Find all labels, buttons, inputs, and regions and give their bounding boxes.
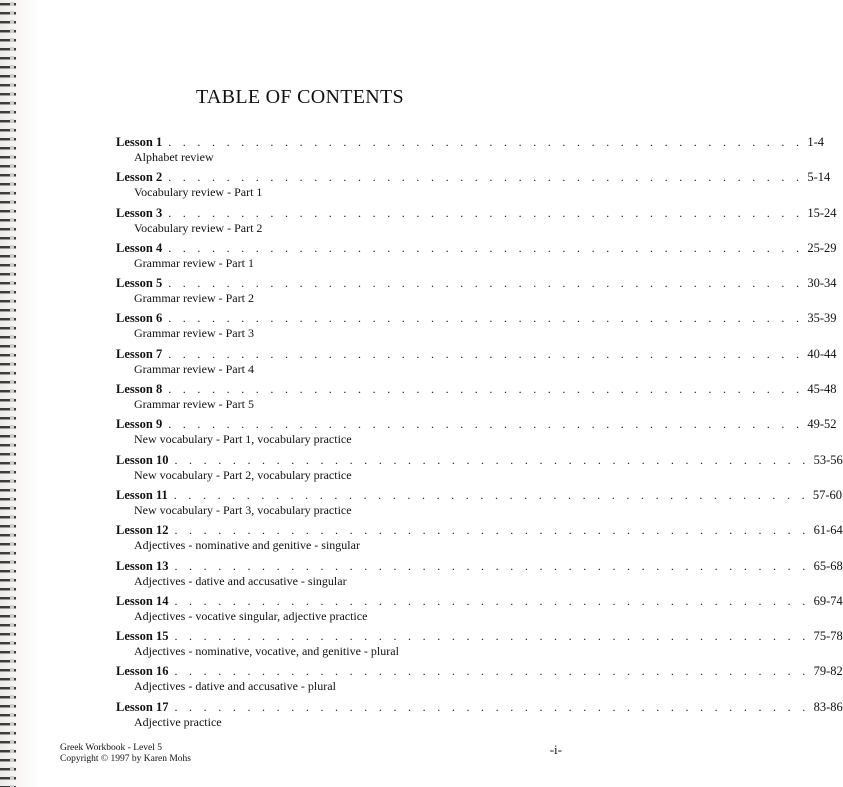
page-number: -i-	[549, 742, 562, 757]
page-range: 75-78	[813, 629, 843, 644]
lesson-title: Lesson 15	[116, 629, 169, 644]
lesson-title: Lesson 7	[116, 346, 163, 361]
toc-entry-heading	[116, 381, 837, 397]
page-range: 1-4	[807, 135, 824, 149]
lesson-description: Adjectives - vocative singular, adjective practice	[134, 608, 368, 623]
lesson-title: Lesson 12	[116, 523, 169, 538]
lesson-description: Alphabet review	[134, 150, 214, 164]
page-range: 65-68	[813, 558, 843, 573]
lesson-title: Lesson 6	[116, 311, 163, 326]
toc-entry	[116, 275, 837, 310]
page-range: 53-56	[813, 452, 843, 467]
toc-entry-heading	[116, 134, 824, 150]
spiral-binding	[0, 0, 16, 787]
dot-leader: . . . . . . . . . . . . . . . . . . . . . . . . . . . . . . . . . . . . . . . . . . . .	[168, 240, 804, 255]
lesson-description: Adjective practice	[134, 714, 222, 729]
dot-leader: . . . . . . . . . . . . . . . . . . . . . . . . . . . . . . . . . . . . . . . . . . . .	[168, 311, 804, 326]
toc-entry-heading	[116, 310, 837, 326]
toc-entry-heading	[116, 628, 843, 644]
toc-entry	[116, 522, 843, 557]
lesson-description: Adjectives - dative and accusative - singular	[134, 573, 347, 588]
lesson-title: Lesson 3	[116, 205, 163, 220]
lesson-title: Lesson 17	[116, 699, 169, 714]
toc-entry	[116, 310, 837, 345]
lesson-title: Lesson 13	[116, 558, 169, 573]
page-range: 35-39	[807, 311, 837, 326]
table-of-contents	[116, 134, 843, 734]
page-range: 5-14	[807, 170, 831, 185]
toc-entry-heading	[116, 205, 837, 221]
lesson-description: Vocabulary review - Part 2	[134, 220, 263, 235]
toc-entry	[116, 699, 843, 734]
dot-leader: . . . . . . . . . . . . . . . . . . . . . . . . . . . . . . . . . . . . . . . . . . . .	[174, 558, 810, 573]
lesson-description: Vocabulary review - Part 1	[134, 185, 263, 200]
toc-entry	[116, 663, 843, 698]
page-range: 25-29	[807, 240, 837, 255]
toc-entry-heading	[116, 663, 843, 679]
page-title: TABLE OF CONTENTS	[196, 86, 404, 108]
page-range: 61-64	[813, 523, 843, 538]
toc-entry-heading	[116, 416, 837, 432]
lesson-title: Lesson 14	[116, 593, 169, 608]
page-range: 49-52	[807, 417, 837, 432]
toc-entry-heading	[116, 487, 843, 503]
lesson-title: Lesson 2	[116, 170, 163, 185]
toc-entry	[116, 205, 837, 240]
toc-entry-heading	[116, 593, 843, 609]
toc-entry-heading	[116, 452, 843, 468]
lesson-description: Grammar review - Part 5	[134, 397, 254, 412]
lesson-title: Lesson 16	[116, 664, 169, 679]
toc-entry	[116, 134, 824, 169]
toc-entry-heading	[116, 275, 837, 291]
lesson-title: Lesson 9	[116, 417, 163, 432]
toc-entry-heading	[116, 699, 843, 715]
page-range: 69-74	[813, 593, 843, 608]
dot-leader: . . . . . . . . . . . . . . . . . . . . . . . . . . . . . . . . . . . . . . . . . . . .	[168, 205, 804, 220]
toc-entry-heading	[116, 522, 843, 538]
lesson-description: Grammar review - Part 1	[134, 255, 254, 270]
page-range: 45-48	[807, 382, 837, 397]
dot-leader: . . . . . . . . . . . . . . . . . . . . . . . . . . . . . . . . . . . . . . . . . . . .	[173, 487, 809, 502]
toc-entry	[116, 452, 843, 487]
lesson-description: New vocabulary - Part 1, vocabulary practice	[134, 432, 352, 447]
dot-leader: . . . . . . . . . . . . . . . . . . . . . . . . . . . . . . . . . . . . . . . . . . . .	[168, 135, 804, 149]
page-range: 30-34	[807, 276, 837, 291]
toc-entry	[116, 381, 837, 416]
toc-entry-heading	[116, 346, 837, 362]
toc-entry	[116, 346, 837, 381]
toc-entry-heading	[116, 558, 843, 574]
dot-leader: . . . . . . . . . . . . . . . . . . . . . . . . . . . . . . . . . . . . . . . . . . . .	[168, 382, 804, 397]
page-range: 40-44	[807, 346, 837, 361]
dot-leader: . . . . . . . . . . . . . . . . . . . . . . . . . . . . . . . . . . . . . . . . . . . .	[168, 276, 804, 291]
lesson-title: Lesson 10	[116, 452, 169, 467]
page-range: 83-86	[813, 699, 843, 714]
footer-book-title: Greek Workbook - Level 5	[60, 743, 162, 753]
toc-entry-heading	[116, 169, 831, 185]
footer-copyright: Copyright © 1997 by Karen Mohs	[60, 754, 191, 764]
page-range: 57-60	[812, 487, 843, 502]
toc-entry	[116, 416, 837, 451]
toc-entry	[116, 593, 843, 628]
toc-entry	[116, 487, 843, 522]
dot-leader: . . . . . . . . . . . . . . . . . . . . . . . . . . . . . . . . . . . . . . . . . . . .	[174, 523, 810, 538]
dot-leader: . . . . . . . . . . . . . . . . . . . . . . . . . . . . . . . . . . . . . . . . . . . .	[168, 346, 804, 361]
page-range: 79-82	[813, 664, 843, 679]
footer	[60, 743, 191, 765]
toc-entry-heading	[116, 240, 837, 256]
lesson-description: Adjectives - nominative, vocative, and genitive - plural	[134, 644, 399, 659]
toc-entry	[116, 558, 843, 593]
lesson-description: Adjectives - nominative and genitive - singular	[134, 538, 360, 553]
page-range: 15-24	[807, 205, 837, 220]
lesson-description: Grammar review - Part 4	[134, 361, 254, 376]
dot-leader: . . . . . . . . . . . . . . . . . . . . . . . . . . . . . . . . . . . . . . . . . . . .	[168, 170, 804, 185]
lesson-title: Lesson 5	[116, 276, 163, 291]
dot-leader: . . . . . . . . . . . . . . . . . . . . . . . . . . . . . . . . . . . . . . . . . . . .	[174, 593, 810, 608]
dot-leader: . . . . . . . . . . . . . . . . . . . . . . . . . . . . . . . . . . . . . . . . . . . .	[174, 629, 810, 644]
dot-leader: . . . . . . . . . . . . . . . . . . . . . . . . . . . . . . . . . . . . . . . . . . . .	[174, 664, 810, 679]
dot-leader: . . . . . . . . . . . . . . . . . . . . . . . . . . . . . . . . . . . . . . . . . . . .	[174, 699, 810, 714]
lesson-description: Grammar review - Part 3	[134, 326, 254, 341]
lesson-title: Lesson 1	[116, 135, 163, 149]
toc-entry	[116, 240, 837, 275]
lesson-title: Lesson 11	[116, 487, 168, 502]
dot-leader: . . . . . . . . . . . . . . . . . . . . . . . . . . . . . . . . . . . . . . . . . . . .	[168, 417, 804, 432]
dot-leader: . . . . . . . . . . . . . . . . . . . . . . . . . . . . . . . . . . . . . . . . . . . .	[174, 452, 810, 467]
lesson-title: Lesson 8	[116, 382, 163, 397]
toc-entry	[116, 169, 831, 204]
lesson-description: New vocabulary - Part 2, vocabulary practice	[134, 467, 352, 482]
toc-entry	[116, 628, 843, 663]
lesson-description: Grammar review - Part 2	[134, 291, 254, 306]
lesson-description: New vocabulary - Part 3, vocabulary practice	[134, 502, 352, 517]
lesson-title: Lesson 4	[116, 240, 163, 255]
lesson-description: Adjectives - dative and accusative - plural	[134, 679, 336, 694]
